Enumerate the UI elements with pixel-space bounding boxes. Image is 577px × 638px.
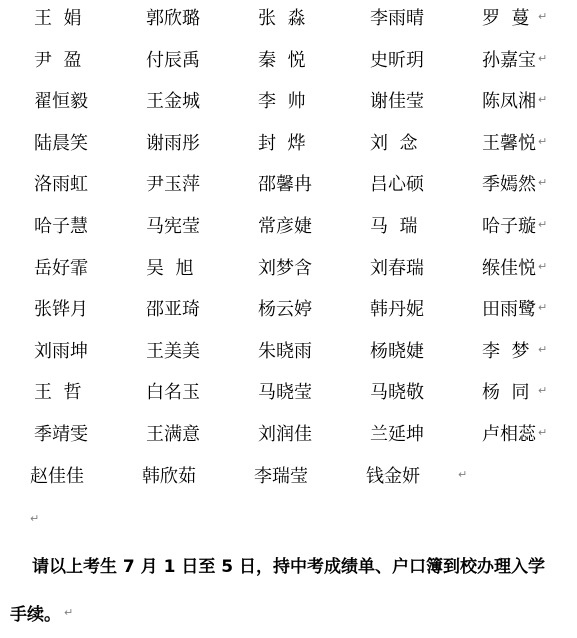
student-name: 李瑞莹: [254, 465, 308, 487]
student-name: 史昕玥: [370, 49, 424, 71]
student-name: 王金城: [146, 91, 200, 113]
student-name: 郭欣璐: [146, 8, 200, 29]
student-name: 王馨悦: [482, 132, 536, 154]
student-name: 哈子璇: [482, 216, 536, 237]
name-row: [0, 464, 577, 490]
student-name: 白名玉: [146, 382, 200, 404]
student-name: 李 梦: [482, 340, 530, 362]
student-name: 王美美: [146, 340, 200, 362]
paragraph-mark: ↵: [64, 606, 74, 619]
paragraph-mark: ↵: [538, 93, 548, 107]
student-name: 缑佳悦: [482, 257, 536, 279]
student-name: 田雨鹭: [482, 299, 536, 321]
student-name: 季靖雯: [34, 424, 88, 445]
name-row: [0, 214, 577, 240]
student-name: 刘润佳: [258, 424, 312, 445]
student-name: 韩欣茹: [142, 465, 196, 487]
paragraph-mark: ↵: [538, 10, 548, 23]
student-name: 付辰禹: [146, 49, 200, 71]
student-name: 刘梦含: [258, 257, 312, 279]
student-name: 刘雨坤: [34, 340, 88, 362]
name-row: [0, 131, 577, 157]
student-name: 朱晓雨: [258, 340, 312, 362]
student-name: 钱金妍: [366, 465, 420, 487]
student-name: 杨 同: [482, 382, 530, 404]
student-name: 吴 旭: [146, 257, 194, 279]
student-name: 杨晓婕: [370, 340, 424, 362]
admission-notice: [10, 544, 570, 638]
name-row: [0, 89, 577, 115]
student-name: 季嫣然: [482, 174, 536, 196]
name-row: [0, 172, 577, 198]
paragraph-mark: ↵: [538, 176, 548, 190]
student-name: 邵亚琦: [146, 299, 200, 321]
name-row: [0, 256, 577, 282]
paragraph-mark: ↵: [538, 384, 548, 398]
student-name: 张铧月: [34, 299, 88, 321]
student-name: 卢相蕊: [482, 424, 536, 445]
paragraph-mark: ↵: [538, 301, 548, 315]
notice-line-1: 请以上考生 7 月 1 日至 5 日，持中考成绩单、户口簿到校办理入学: [32, 557, 545, 577]
paragraph-mark: ↵: [538, 342, 548, 356]
paragraph-mark: ↵: [30, 512, 40, 525]
student-name: 马 瑞: [370, 216, 418, 237]
paragraph-mark: ↵: [538, 218, 548, 231]
student-name: 谢佳莹: [370, 91, 424, 113]
student-name: 常彦婕: [258, 216, 312, 237]
student-name: 洛雨虹: [34, 174, 88, 196]
student-name: 李雨晴: [370, 8, 424, 29]
student-name: 哈子慧: [34, 216, 88, 237]
student-name: 韩丹妮: [370, 299, 424, 321]
student-name: 陈凤湘: [482, 91, 536, 113]
student-name: 赵佳佳: [30, 465, 84, 487]
name-row: [0, 339, 577, 365]
student-name: 王 娟: [34, 8, 82, 29]
student-name: 李 帅: [258, 91, 306, 113]
student-name: 邵馨冉: [258, 174, 312, 196]
student-name: 王 哲: [34, 382, 82, 404]
name-row: [0, 380, 577, 406]
student-name: 杨云婷: [258, 299, 312, 321]
student-name: 秦 悦: [258, 49, 306, 71]
student-name: 马晓敬: [370, 382, 424, 404]
student-name: 兰延坤: [370, 424, 424, 445]
student-name: 尹玉萍: [146, 174, 200, 196]
name-row: [0, 422, 577, 448]
paragraph-mark: ↵: [538, 134, 548, 148]
student-name: 刘 念: [370, 132, 418, 154]
student-name: 王满意: [146, 424, 200, 445]
paragraph-mark: ↵: [538, 259, 548, 273]
name-row: [0, 6, 577, 32]
student-name: 张 淼: [258, 8, 306, 29]
name-row: [0, 297, 577, 323]
student-name: 吕心硕: [370, 174, 424, 196]
student-name: 罗 蔓: [482, 8, 530, 29]
paragraph-mark: ↵: [538, 426, 548, 439]
name-row: [0, 48, 577, 74]
student-name: 谢雨彤: [146, 132, 200, 154]
student-name: 尹 盈: [34, 49, 82, 71]
student-name: 翟恒毅: [34, 91, 88, 113]
notice-line-2: 手续。 ↵: [10, 605, 74, 625]
student-name: 岳好霏: [34, 257, 88, 279]
student-name: 孙嘉宝: [482, 49, 536, 71]
paragraph-mark: ↵: [458, 467, 468, 481]
student-name: 封 烨: [258, 132, 306, 154]
student-name: 马晓莹: [258, 382, 312, 404]
student-name: 陆晨笑: [34, 132, 88, 154]
student-name: 刘春瑞: [370, 257, 424, 279]
paragraph-mark: ↵: [538, 51, 548, 65]
student-name: 马宪莹: [146, 216, 200, 237]
